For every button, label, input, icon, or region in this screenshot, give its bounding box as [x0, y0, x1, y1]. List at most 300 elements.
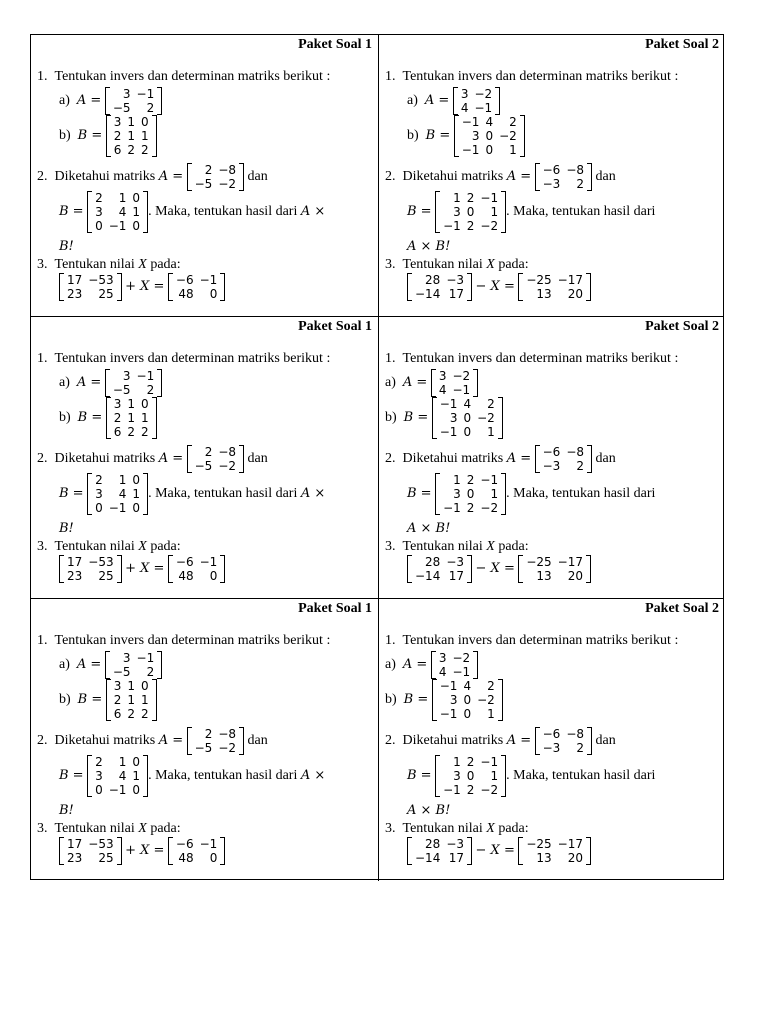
question-text: . Maka, tentukan hasil dari [148, 768, 298, 784]
question-1b [407, 115, 525, 157]
matrix-cell: 1 [487, 707, 495, 721]
item-label: b) [407, 128, 419, 144]
matrix-cell: 17 [448, 287, 465, 301]
question-text: Tentukan invers dan determinan matriks berikut : [54, 633, 331, 648]
matrix [435, 473, 506, 515]
question-1 [385, 633, 678, 649]
question-1b [59, 397, 157, 439]
matrix-cell: −2 [480, 219, 499, 233]
question-2-matrix-b [59, 473, 325, 515]
question-number: 1. [37, 633, 48, 648]
matrix-cell: 4 [118, 205, 127, 219]
matrix-cell: 48 [178, 287, 194, 301]
matrix-cell: 3 [122, 651, 131, 665]
math-variable: A = [402, 375, 428, 391]
card-title: Paket Soal 2 [645, 319, 719, 334]
matrix-cell: −3 [542, 459, 561, 473]
math-variable: A = [158, 451, 184, 467]
question-3 [37, 257, 181, 273]
question-1b [385, 679, 503, 721]
question-1 [37, 69, 330, 85]
matrix-cell: −2 [452, 651, 471, 665]
item-label: a) [385, 657, 396, 673]
right-bracket [152, 397, 157, 439]
matrix-cell: 0 [463, 707, 472, 721]
question-text: Tentukan invers dan determinan matriks berikut : [54, 351, 331, 366]
question-text: dan [247, 169, 268, 185]
matrix-cell: −6 [175, 555, 194, 569]
math-variable: B = [403, 692, 429, 708]
matrix-cell: −8 [566, 727, 585, 741]
matrix-cell: 3 [453, 205, 461, 219]
matrix-cell: 0 [209, 851, 218, 865]
right-bracket [467, 837, 472, 865]
right-bracket [152, 679, 157, 721]
matrix-cell: 0 [141, 397, 149, 411]
right-bracket [586, 555, 591, 583]
math-variable: A = [402, 657, 428, 673]
right-bracket [117, 555, 122, 583]
matrix-cell: 28 [425, 837, 441, 851]
matrix-cell: 2 [113, 411, 122, 425]
matrix-cell: 1 [127, 693, 136, 707]
matrix-cell: 1 [490, 769, 499, 783]
matrix-cell: 0 [209, 287, 218, 301]
matrix-cell: −2 [218, 741, 237, 755]
question-number: 1. [385, 69, 396, 84]
matrix-cell: 0 [485, 129, 494, 143]
matrix-cell: −3 [542, 177, 561, 191]
question-3-equation [407, 273, 591, 301]
question-3-equation [407, 837, 591, 865]
matrix [432, 397, 503, 439]
matrix-cell: −1 [136, 651, 155, 665]
question-text: Tentukan invers dan determinan matriks berikut : [402, 633, 679, 648]
math-variable: A = [158, 733, 184, 749]
matrix-cell: 2 [466, 473, 475, 487]
matrix-cell: −14 [415, 851, 441, 865]
matrix-cell: 1 [132, 487, 141, 501]
card-title: Paket Soal 1 [298, 37, 372, 52]
math-variable: X [138, 539, 147, 554]
question-text: Diketahui matriks [54, 169, 156, 185]
matrix-cell: −2 [480, 783, 499, 797]
matrix [59, 273, 122, 301]
question-2-end [407, 803, 450, 819]
right-bracket [117, 273, 122, 301]
question-number: 3. [385, 539, 396, 554]
matrix-cell: −5 [112, 665, 131, 679]
matrix-cell: −1 [199, 273, 218, 287]
matrix-cell: −53 [88, 837, 114, 851]
question-text: Tentukan invers dan determinan matriks berikut : [54, 69, 331, 84]
matrix-cell: −17 [557, 555, 583, 569]
math-variable: B = [425, 128, 451, 144]
right-bracket [239, 445, 244, 473]
matrix-cell: 25 [98, 569, 114, 583]
math-variable: A = [424, 93, 450, 109]
math-variable: B = [77, 128, 103, 144]
matrix-cell: 1 [127, 129, 136, 143]
matrix-cell: −8 [218, 727, 237, 741]
matrix-cell: 0 [463, 693, 472, 707]
question-text: . Maka, tentukan hasil dari [506, 486, 656, 502]
right-bracket [157, 651, 162, 679]
question-text: dan [247, 733, 268, 749]
matrix-cell: −1 [439, 397, 458, 411]
matrix-cell: 0 [132, 191, 141, 205]
matrix [187, 445, 244, 473]
right-bracket [467, 273, 472, 301]
matrix-cell: −3 [446, 273, 465, 287]
question-1a [59, 369, 162, 397]
math-variable: X [486, 821, 495, 836]
matrix-cell: 0 [466, 487, 475, 501]
right-bracket [587, 163, 592, 191]
math-variable: B = [407, 486, 432, 502]
question-text: Tentukan nilai [54, 539, 135, 554]
item-label: b) [59, 692, 71, 708]
matrix-cell: −6 [175, 273, 194, 287]
matrix-cell: 25 [98, 287, 114, 301]
question-text: pada: [150, 821, 181, 836]
matrix-cell: 25 [98, 851, 114, 865]
matrix-cell: 1 [509, 143, 517, 157]
matrix-cell: 2 [576, 459, 585, 473]
matrix-cell: 4 [118, 769, 127, 783]
matrix [431, 369, 478, 397]
math-variable: X [486, 257, 495, 272]
matrix [453, 87, 500, 115]
matrix-cell: −3 [446, 555, 465, 569]
matrix-cell: 2 [509, 115, 517, 129]
question-text: Diketahui matriks [402, 451, 504, 467]
card-title: Paket Soal 1 [298, 601, 372, 616]
matrix-cell: −5 [194, 741, 213, 755]
matrix [432, 679, 503, 721]
question-2-end [59, 803, 74, 819]
question-text: Tentukan invers dan determinan matriks berikut : [402, 351, 679, 366]
question-3 [385, 257, 529, 273]
matrix-cell: −1 [199, 555, 218, 569]
matrix-cell: 2 [141, 425, 149, 439]
question-1 [385, 351, 678, 367]
right-bracket [473, 651, 478, 679]
matrix-cell: 0 [132, 219, 141, 233]
matrix-cell: 3 [453, 487, 461, 501]
question-number: 2. [37, 733, 48, 749]
matrix [454, 115, 525, 157]
matrix-cell: −5 [194, 459, 213, 473]
question-number: 3. [385, 821, 396, 836]
matrix-cell: 0 [141, 679, 149, 693]
matrix [87, 473, 148, 515]
question-3 [385, 539, 529, 555]
matrix-cell: 4 [460, 101, 469, 115]
question-1a [59, 651, 162, 679]
matrix [407, 273, 472, 301]
question-text: pada: [498, 257, 529, 272]
matrix-cell: 2 [146, 101, 155, 115]
matrix-cell: −5 [112, 101, 131, 115]
math-variable: A × [300, 768, 326, 784]
matrix-cell: −1 [443, 501, 461, 515]
matrix-cell: 17 [448, 851, 465, 865]
math-variable: A = [76, 93, 102, 109]
matrix-cell: 3 [113, 679, 122, 693]
question-1 [37, 351, 330, 367]
question-2-matrix-b [59, 191, 325, 233]
question-3-equation [407, 555, 591, 583]
matrix-cell: 2 [141, 143, 149, 157]
right-bracket [157, 369, 162, 397]
math-variable: A = [76, 657, 102, 673]
matrix-cell: −1 [108, 501, 127, 515]
matrix-cell: 2 [146, 665, 155, 679]
question-3 [385, 821, 529, 837]
matrix-cell: −1 [439, 425, 458, 439]
matrix-cell: −1 [474, 101, 493, 115]
matrix-cell: −25 [526, 555, 552, 569]
matrix-cell: 1 [132, 769, 141, 783]
matrix-cell: 4 [118, 487, 127, 501]
matrix-cell: −2 [477, 693, 495, 707]
right-bracket [587, 445, 592, 473]
matrix-cell: −1 [443, 783, 461, 797]
matrix-cell: −1 [108, 783, 127, 797]
question-text: dan [247, 451, 268, 467]
math-operator: + X = [125, 279, 165, 295]
right-bracket [495, 87, 500, 115]
matrix-cell: −1 [439, 707, 458, 721]
matrix-cell: 2 [204, 163, 213, 177]
matrix-cell: 3 [449, 693, 458, 707]
right-bracket [498, 397, 503, 439]
matrix-cell: 1 [118, 191, 127, 205]
matrix-cell: 2 [204, 727, 213, 741]
question-2-end [407, 239, 450, 255]
question-text: dan [595, 733, 616, 749]
matrix-cell: −6 [542, 445, 561, 459]
matrix-cell: 13 [536, 287, 552, 301]
right-bracket [239, 163, 244, 191]
question-text: Tentukan nilai [402, 539, 483, 554]
question-1b [59, 679, 157, 721]
matrix-cell: −6 [542, 727, 561, 741]
matrix [187, 163, 244, 191]
matrix-cell: 2 [204, 445, 213, 459]
matrix [59, 555, 122, 583]
question-card [378, 317, 725, 599]
matrix-cell: 3 [113, 115, 122, 129]
matrix-cell: −1 [452, 383, 471, 397]
math-variable: B = [59, 204, 84, 220]
matrix-cell: −1 [199, 837, 218, 851]
question-2 [385, 727, 616, 755]
item-label: a) [59, 375, 70, 391]
question-text: Diketahui matriks [54, 451, 156, 467]
matrix-cell: 3 [453, 769, 461, 783]
matrix-cell: −8 [566, 445, 585, 459]
matrix-cell: 17 [67, 273, 83, 287]
matrix-cell: −1 [480, 755, 499, 769]
right-bracket [220, 837, 225, 865]
math-operator: − X = [475, 279, 515, 295]
math-operator: + X = [125, 561, 165, 577]
question-number: 1. [37, 351, 48, 366]
matrix-cell: 13 [536, 569, 552, 583]
question-number: 2. [37, 451, 48, 467]
matrix-cell: 1 [132, 205, 141, 219]
matrix-cell: 2 [466, 783, 475, 797]
math-variable: X [486, 539, 495, 554]
matrix-cell: 2 [127, 425, 136, 439]
math-variable: A × [300, 204, 326, 220]
matrix-cell: 2 [576, 741, 585, 755]
matrix-cell: −17 [557, 837, 583, 851]
matrix [168, 837, 225, 865]
question-2 [385, 163, 616, 191]
matrix [105, 651, 162, 679]
matrix-cell: 2 [95, 755, 103, 769]
matrix-cell: −2 [477, 411, 495, 425]
matrix-cell: 2 [95, 473, 103, 487]
matrix [168, 555, 225, 583]
matrix-cell: −53 [88, 273, 114, 287]
question-1a [385, 369, 478, 397]
card-title: Paket Soal 1 [298, 319, 372, 334]
matrix [518, 837, 591, 865]
question-text: pada: [498, 821, 529, 836]
matrix-cell: 3 [471, 129, 480, 143]
math-operator: − X = [475, 843, 515, 859]
question-text: pada: [150, 539, 181, 554]
matrix-cell: 3 [95, 205, 103, 219]
question-1b [385, 397, 503, 439]
question-text: . Maka, tentukan hasil dari [148, 204, 298, 220]
matrix-cell: 1 [453, 473, 461, 487]
matrix-cell: −2 [499, 129, 517, 143]
question-text: pada: [150, 257, 181, 272]
matrix-cell: 23 [67, 569, 83, 583]
question-text: dan [595, 451, 616, 467]
item-label: b) [385, 410, 397, 426]
question-text: Tentukan nilai [402, 257, 483, 272]
matrix-cell: 0 [209, 569, 218, 583]
question-text: Diketahui matriks [402, 169, 504, 185]
question-3 [37, 539, 181, 555]
matrix [87, 755, 148, 797]
matrix-cell: −5 [112, 383, 131, 397]
question-1a [407, 87, 500, 115]
matrix [535, 445, 592, 473]
matrix-cell: 3 [449, 411, 458, 425]
question-1 [37, 633, 330, 649]
math-variable: B = [407, 204, 432, 220]
matrix [59, 837, 122, 865]
matrix-cell: 17 [67, 555, 83, 569]
question-2-end [59, 521, 74, 537]
math-variable: X [138, 821, 147, 836]
question-text: . Maka, tentukan hasil dari [506, 204, 656, 220]
matrix-cell: 1 [141, 411, 149, 425]
matrix-cell: 1 [127, 397, 136, 411]
worksheet-grid [30, 34, 724, 880]
matrix-cell: 3 [438, 369, 447, 383]
matrix-cell: −1 [136, 369, 155, 383]
matrix-cell: 20 [567, 569, 583, 583]
matrix-cell: −3 [446, 837, 465, 851]
question-text: Tentukan nilai [54, 257, 135, 272]
matrix-cell: 3 [122, 87, 131, 101]
question-number: 3. [385, 257, 396, 272]
matrix-cell: 3 [95, 487, 103, 501]
matrix-cell: −1 [108, 219, 127, 233]
matrix [431, 651, 478, 679]
question-number: 2. [385, 451, 396, 467]
item-label: b) [59, 128, 71, 144]
matrix-cell: 0 [132, 783, 141, 797]
math-variable: A × B! [407, 521, 451, 536]
matrix-cell: −3 [542, 741, 561, 755]
question-number: 2. [37, 169, 48, 185]
matrix-cell: 1 [127, 411, 136, 425]
matrix-cell: −2 [452, 369, 471, 383]
question-text: Diketahui matriks [54, 733, 156, 749]
matrix-cell: −1 [461, 143, 480, 157]
matrix-cell: 0 [463, 425, 472, 439]
matrix [518, 273, 591, 301]
right-bracket [467, 555, 472, 583]
matrix-cell: 48 [178, 851, 194, 865]
matrix-cell: −6 [542, 163, 561, 177]
matrix-cell: 2 [146, 383, 155, 397]
matrix-cell: −1 [452, 665, 471, 679]
math-variable: B = [59, 486, 84, 502]
question-2-matrix-b [407, 473, 655, 515]
question-3-equation [59, 555, 225, 583]
matrix-cell: 4 [463, 679, 472, 693]
matrix [187, 727, 244, 755]
matrix-cell: 1 [118, 473, 127, 487]
matrix-cell: 23 [67, 287, 83, 301]
matrix-cell: 2 [127, 143, 136, 157]
math-variable: A × B! [407, 803, 451, 818]
matrix-cell: 2 [127, 707, 136, 721]
right-bracket [239, 727, 244, 755]
matrix-cell: −1 [480, 191, 499, 205]
matrix-cell: −25 [526, 273, 552, 287]
matrix-cell: 17 [448, 569, 465, 583]
matrix-cell: 2 [576, 177, 585, 191]
math-variable: A = [76, 375, 102, 391]
matrix-cell: 0 [95, 501, 103, 515]
matrix-cell: 2 [466, 219, 475, 233]
matrix-cell: 2 [487, 397, 495, 411]
matrix-cell: −17 [557, 273, 583, 287]
question-2-matrix-b [59, 755, 325, 797]
matrix-cell: 3 [122, 369, 131, 383]
question-2-end [59, 239, 74, 255]
matrix-cell: 3 [438, 651, 447, 665]
matrix [105, 369, 162, 397]
matrix-cell: 3 [113, 397, 122, 411]
matrix [535, 727, 592, 755]
math-variable: B! [59, 239, 74, 254]
matrix-cell: −6 [175, 837, 194, 851]
question-2 [37, 163, 268, 191]
matrix-cell: 0 [132, 473, 141, 487]
